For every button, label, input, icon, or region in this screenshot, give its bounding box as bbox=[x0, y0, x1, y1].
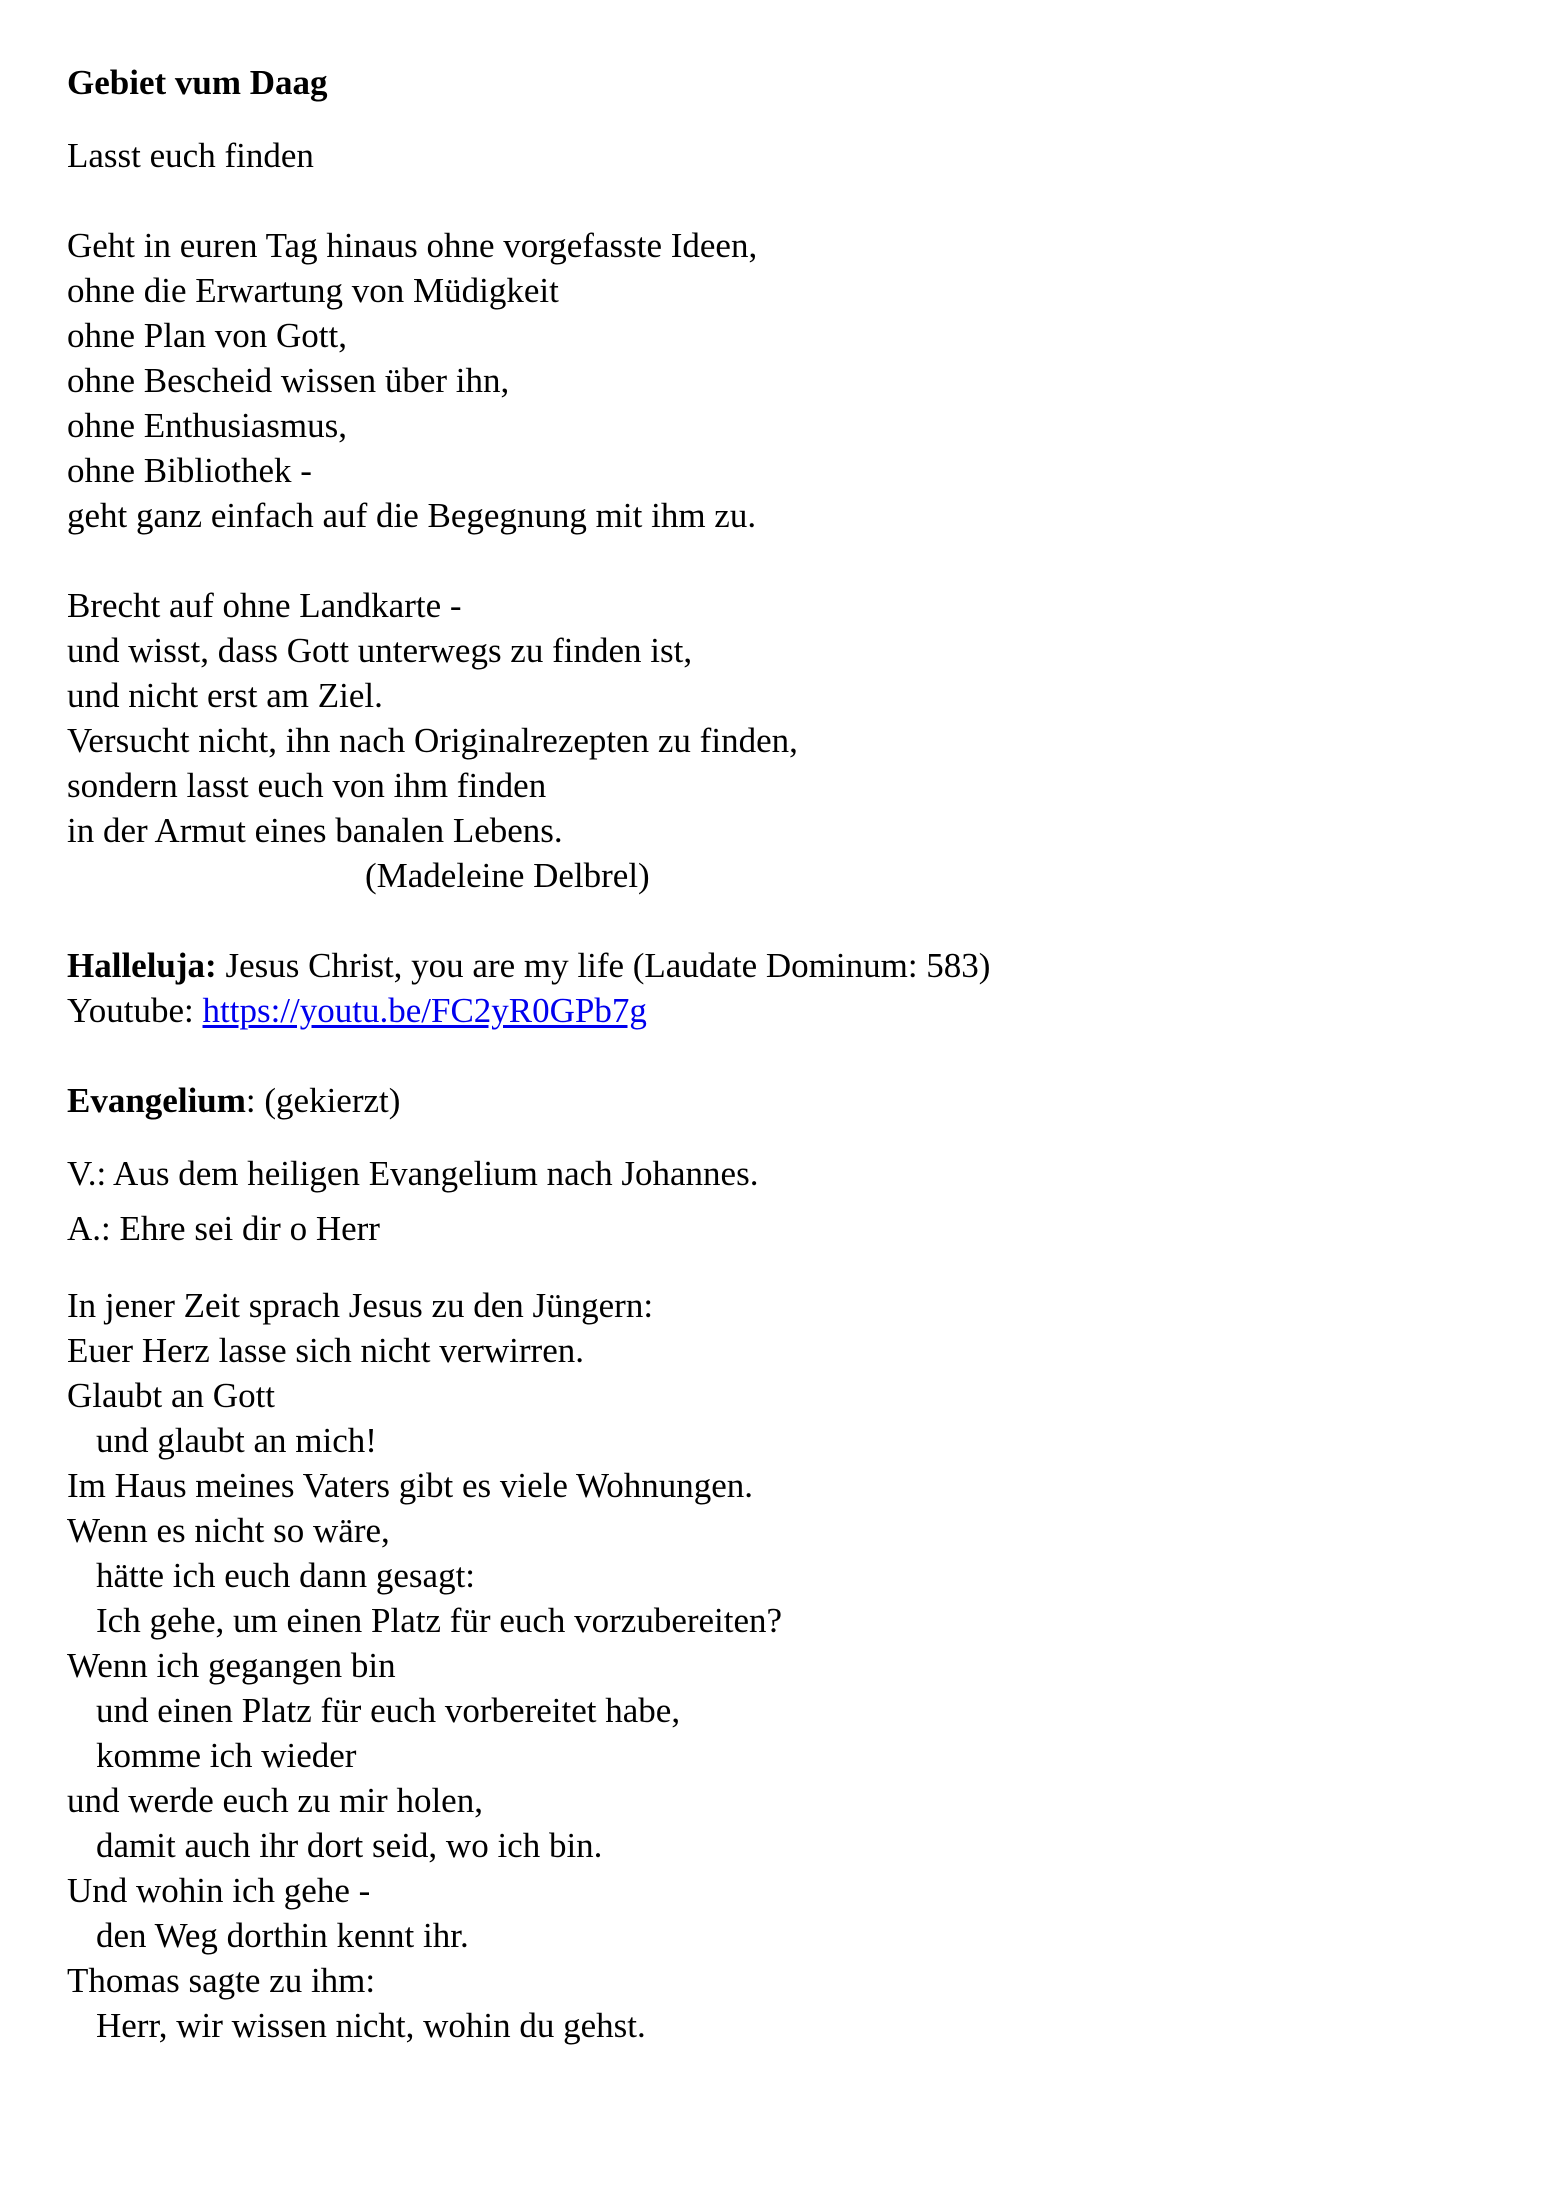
poem-line: in der Armut eines banalen Lebens. bbox=[67, 811, 563, 850]
poem-line: und wisst, dass Gott unterwegs zu finden ist, bbox=[67, 631, 693, 670]
gospel-line: und glaubt an mich! bbox=[96, 1421, 377, 1460]
gospel-line: Ich gehe, um einen Platz für euch vorzubereiten? bbox=[96, 1601, 783, 1640]
gospel-line: Euer Herz lasse sich nicht verwirren. bbox=[67, 1331, 585, 1370]
gospel-line: Glaubt an Gott bbox=[67, 1376, 276, 1415]
poem-line: sondern lasst euch von ihm finden bbox=[67, 766, 547, 805]
gospel-text bbox=[67, 1283, 1487, 2048]
poem-line: Geht in euren Tag hinaus ohne vorgefasste Ideen, bbox=[67, 226, 758, 265]
gospel-line: Wenn es nicht so wäre, bbox=[67, 1511, 390, 1550]
evangelium-label: Evangelium bbox=[67, 1081, 246, 1120]
poem-attribution: (Madeleine Delbrel) bbox=[365, 856, 650, 895]
poem-line: ohne Bescheid wissen über ihn, bbox=[67, 361, 510, 400]
poem-line: ohne Bibliothek - bbox=[67, 451, 312, 490]
halleluja-section bbox=[67, 943, 1487, 1033]
poem-line: geht ganz einfach auf die Begegnung mit ihm zu. bbox=[67, 496, 757, 535]
halleluja-text: Jesus Christ, you are my life (Laudate Dominum: 583) bbox=[216, 946, 991, 985]
evangelium-response: A.: Ehre sei dir o Herr bbox=[67, 1209, 380, 1248]
poem-stanza-1 bbox=[67, 223, 1487, 538]
poem-line: Versucht nicht, ihn nach Originalrezepten zu finden, bbox=[67, 721, 798, 760]
gospel-line: Thomas sagte zu ihm: bbox=[67, 1961, 376, 2000]
poem-line: ohne Plan von Gott, bbox=[67, 316, 347, 355]
evangelium-suffix: : (gekierzt) bbox=[245, 1081, 401, 1120]
youtube-label: Youtube: bbox=[67, 991, 203, 1030]
halleluja-line bbox=[67, 943, 1487, 988]
evangelium-heading bbox=[67, 1078, 1487, 1123]
gospel-line: Im Haus meines Vaters gibt es viele Wohnungen. bbox=[67, 1466, 754, 1505]
poem-line: und nicht erst am Ziel. bbox=[67, 676, 383, 715]
youtube-link[interactable]: https://youtu.be/FC2yR0GPb7g bbox=[202, 991, 647, 1030]
gospel-line: den Weg dorthin kennt ihr. bbox=[96, 1916, 469, 1955]
poem-stanza-2 bbox=[67, 583, 1487, 898]
gospel-line: komme ich wieder bbox=[96, 1736, 357, 1775]
evangelium-versicle: V.: Aus dem heiligen Evangelium nach Johannes. bbox=[67, 1154, 759, 1193]
gospel-line: und werde euch zu mir holen, bbox=[67, 1781, 483, 1820]
document-content bbox=[67, 60, 1487, 2048]
poem-line: ohne Enthusiasmus, bbox=[67, 406, 347, 445]
gospel-line: Herr, wir wissen nicht, wohin du gehst. bbox=[96, 2006, 646, 2045]
gospel-line: und einen Platz für euch vorbereitet habe, bbox=[96, 1691, 681, 1730]
poem-line: ohne die Erwartung von Müdigkeit bbox=[67, 271, 559, 310]
youtube-line bbox=[67, 988, 1487, 1033]
halleluja-label: Halleluja: bbox=[67, 946, 217, 985]
evangelium-section bbox=[67, 1078, 1487, 2048]
poem-title: Lasst euch finden bbox=[67, 136, 314, 175]
gospel-line: hätte ich euch dann gesagt: bbox=[96, 1556, 476, 1595]
page-title: Gebiet vum Daag bbox=[67, 63, 328, 102]
gospel-line: In jener Zeit sprach Jesus zu den Jüngern: bbox=[67, 1286, 654, 1325]
gospel-line: Und wohin ich gehe - bbox=[67, 1871, 371, 1910]
gospel-line: damit auch ihr dort seid, wo ich bin. bbox=[96, 1826, 603, 1865]
poem-line: Brecht auf ohne Landkarte - bbox=[67, 586, 462, 625]
gospel-line: Wenn ich gegangen bin bbox=[67, 1646, 396, 1685]
